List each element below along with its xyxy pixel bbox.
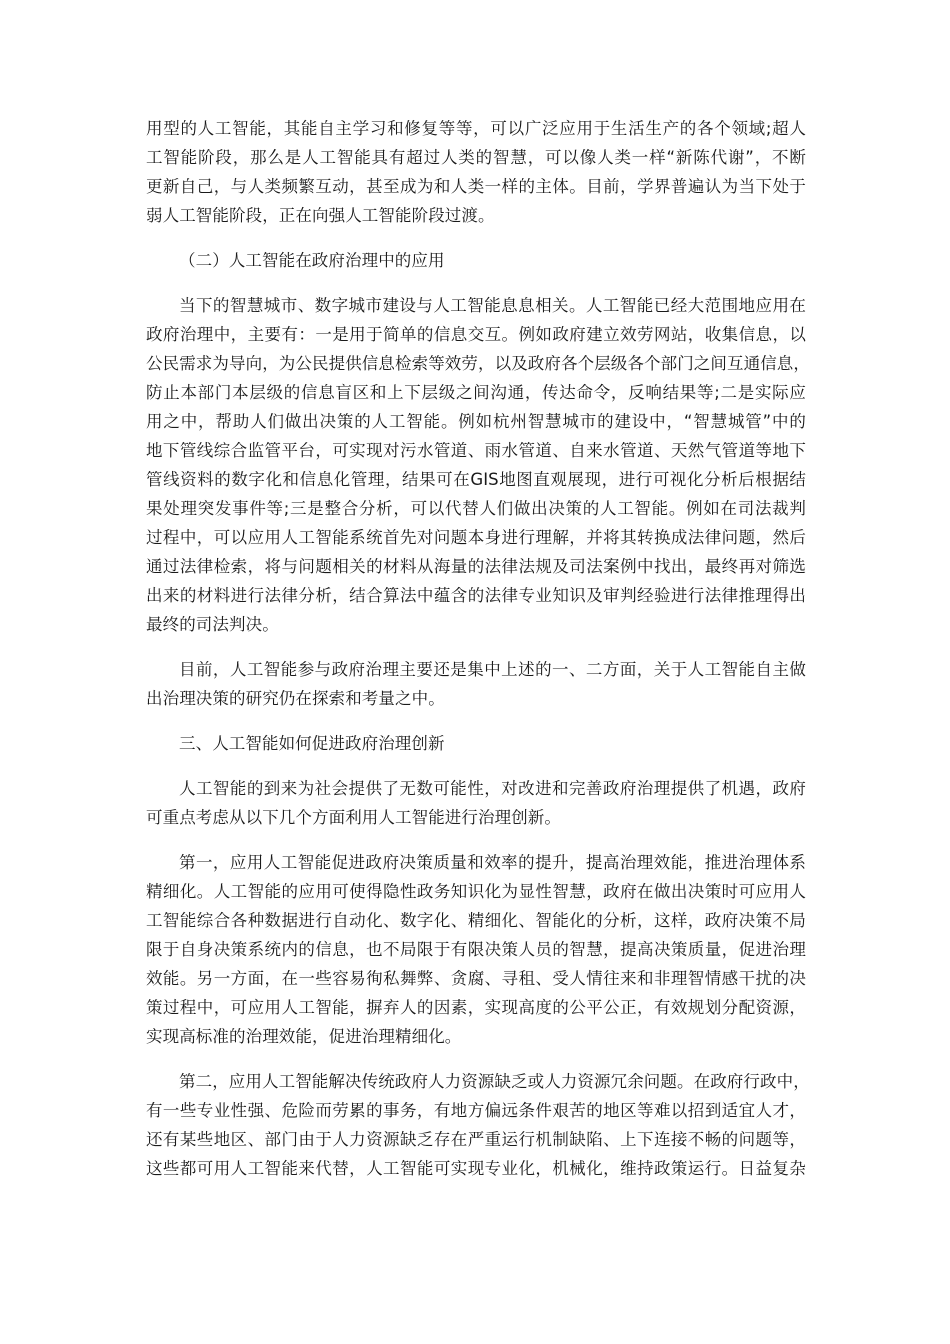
text-line: 目前，人工智能参与政府治理主要还是集中上述的一、二方面，关于人工智能自主做 (179, 660, 806, 679)
paragraph-1 (146, 114, 806, 230)
section-heading: 三、人工智能如何促进政府治理创新 (179, 734, 445, 753)
section-heading-3 (146, 729, 806, 758)
text-line: 通过法律检索，将与问题相关的材料从海量的法律法规及司法案例中找出，最终再对筛选 (146, 557, 806, 576)
text-line: 策过程中，可应用人工智能，摒弃人的因素，实现高度的公平公正，有效规划分配资源， (146, 998, 806, 1017)
text-line: 地下管线综合监管平台，可实现对污水管道、雨水管道、自来水管道、天然气管道等地下 (146, 441, 806, 460)
text-line: 最终的司法判决。 (146, 615, 279, 634)
text-line: 工智能阶段，那么是人工智能具有超过人类的智慧，可以像人类一样“新陈代谢”，不断 (146, 148, 806, 167)
text-line: 果处理突发事件等;三是整合分析，可以代替人们做出决策的人工智能。例如在司法裁判 (146, 499, 806, 518)
paragraph-gap (146, 639, 806, 655)
text-line: 第二，应用人工智能解决传统政府人力资源缺乏或人力资源冗余问题。在政府行政中， (179, 1072, 810, 1091)
text-line: 过程中，可以应用人工智能系统首先对问题本身进行理解，并将其转换成法律问题，然后 (146, 528, 806, 547)
paragraph-6 (146, 1067, 810, 1183)
paragraph-5 (146, 848, 806, 1051)
text-line: 出治理决策的研究仍在探索和考量之中。 (146, 689, 445, 708)
text-line: 工智能综合各种数据进行自动化、数字化、精细化、智能化的分析，这样，政府决策不局 (146, 911, 806, 930)
text-line: 实现高标准的治理效能，促进治理精细化。 (146, 1027, 462, 1046)
text-line: 人工智能的到来为社会提供了无数可能性，对改进和完善政府治理提供了机遇，政府 (179, 779, 806, 798)
text-line: 第一，应用人工智能促进政府决策质量和效率的提升，提高治理效能，推进治理体系 (179, 853, 806, 872)
paragraph-4 (146, 774, 806, 832)
text-line: 公民需求为导向，为公民提供信息检索等效劳，以及政府各个层级各个部门之间互通信息， (146, 354, 810, 373)
paragraph-gap (146, 758, 806, 774)
paragraph-gap (146, 713, 806, 729)
paragraph-gap (146, 275, 806, 291)
text-line: 可重点考虑从以下几个方面利用人工智能进行治理创新。 (146, 808, 561, 827)
text-line: 弱人工智能阶段，正在向强人工智能阶段过渡。 (146, 206, 495, 225)
text-line: 更新自己，与人类频繁互动，甚至成为和人类一样的主体。目前，学界普遍认为当下处于 (146, 177, 806, 196)
text-line: 出来的材料进行法律分析，结合算法中蕴含的法律专业知识及审判经验进行法律推理得出 (146, 586, 806, 605)
paragraph-gap (146, 230, 806, 246)
text-line: 管线资料的数字化和信息化管理，结果可在GIS地图直观展现，进行可视化分析后根据结 (146, 470, 806, 489)
paragraph-2 (146, 291, 810, 639)
text-line: 效能。另一方面，在一些容易徇私舞弊、贪腐、寻租、受人情往来和非理智情感干扰的决 (146, 969, 806, 988)
text-line: 精细化。人工智能的应用可使得隐性政务知识化为显性智慧，政府在做出决策时可应用人 (146, 882, 806, 901)
text-line: 限于自身决策系统内的信息，也不局限于有限决策人员的智慧，提高决策质量，促进治理 (146, 940, 806, 959)
text-line: 用型的人工智能，其能自主学习和修复等等，可以广泛应用于生活生产的各个领域;超人 (146, 119, 806, 138)
text-line: 防止本部门本层级的信息盲区和上下层级之间沟通，传达命令，反响结果等;二是实际应 (146, 383, 806, 402)
text-line: 这些都可用人工智能来代替，人工智能可实现专业化，机械化，维持政策运行。日益复杂 (146, 1159, 806, 1178)
paragraph-gap (146, 832, 806, 848)
paragraph-3 (146, 655, 806, 713)
document-page (146, 114, 810, 1183)
section-heading-2 (146, 246, 806, 275)
text-line: 还有某些地区、部门由于人力资源缺乏存在严重运行机制缺陷、上下连接不畅的问题等， (146, 1130, 806, 1149)
section-heading: （二）人工智能在政府治理中的应用 (179, 251, 445, 270)
text-line: 用之中，帮助人们做出决策的人工智能。例如杭州智慧城市的建设中，“智慧城管”中的 (146, 412, 806, 431)
text-line: 有一些专业性强、危险而劳累的事务，有地方偏远条件艰苦的地区等难以招到适宜人才， (146, 1101, 806, 1120)
text-line: 当下的智慧城市、数字城市建设与人工智能息息相关。人工智能已经大范围地应用在 (179, 296, 806, 315)
paragraph-gap (146, 1051, 806, 1067)
text-line: 政府治理中，主要有：一是用于简单的信息交互。例如政府建立效劳网站，收集信息，以 (146, 325, 806, 344)
